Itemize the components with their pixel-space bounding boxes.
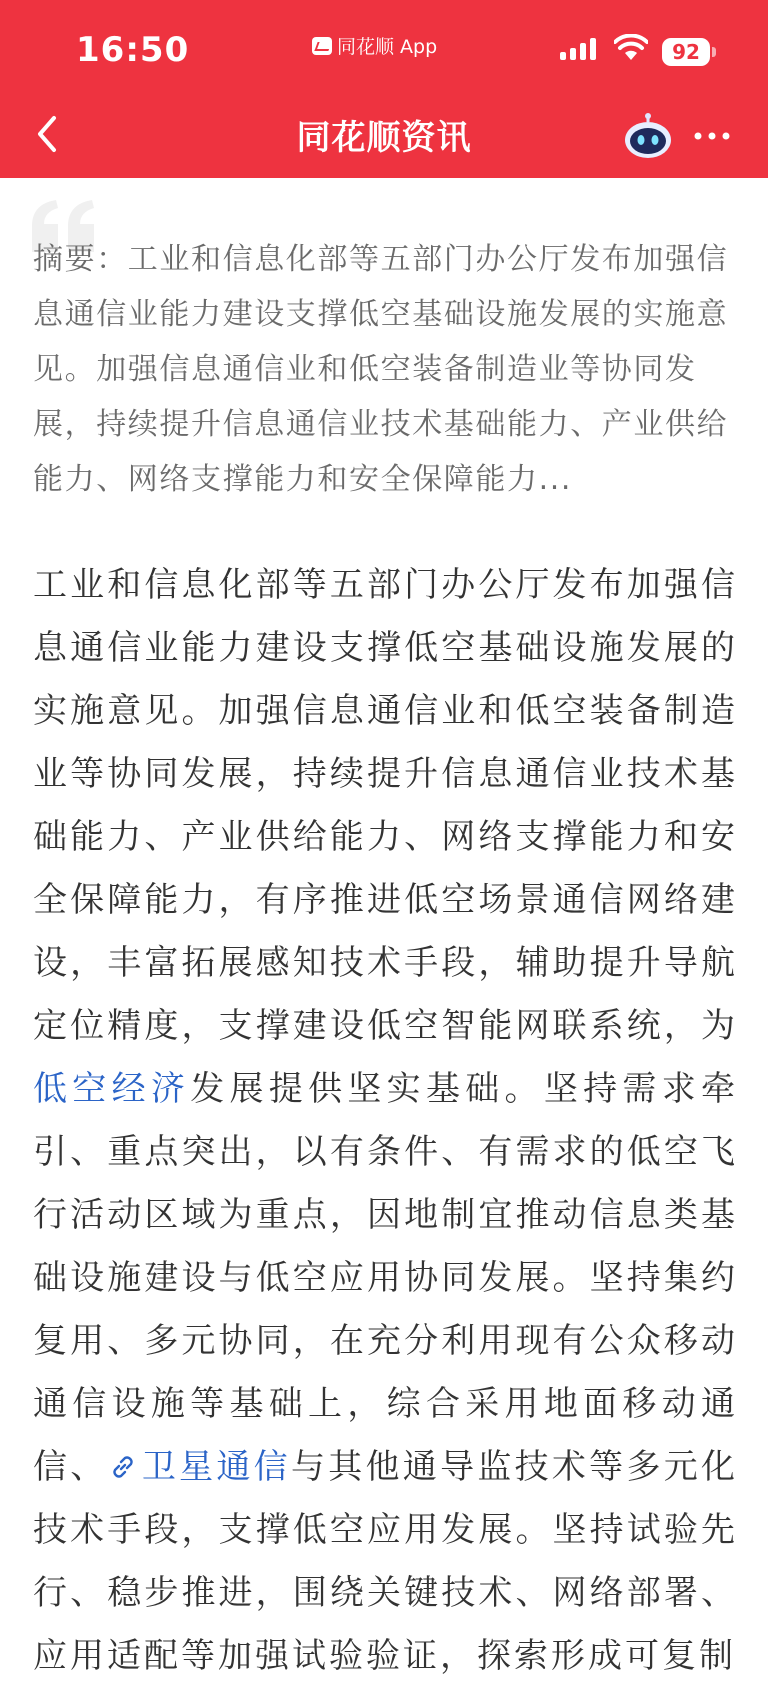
status-app-indicator[interactable] bbox=[312, 32, 437, 59]
keyword-link-satellite-communication: 卫星通信 bbox=[141, 1447, 291, 1487]
keyword-link-low-altitude-economy[interactable]: 低空经济 bbox=[33, 1069, 191, 1109]
article-body bbox=[33, 554, 738, 1688]
link-anchor[interactable] bbox=[108, 1447, 291, 1487]
article-body-text: 发展提供坚实基础。坚持需求牵引、重点突出，以有条件、有需求的低空飞行活动区域为重点，因地制宜推动信息类基础设施建设与低空应用协同发展。坚持集约复用、多元协同，在充分利用现有公众移动通信设施等基础上，综合采用地面移动通信、 bbox=[33, 1069, 739, 1487]
wifi-icon bbox=[614, 34, 648, 62]
battery-tip bbox=[712, 47, 716, 57]
link-icon bbox=[108, 1452, 138, 1482]
battery-indicator: 92 bbox=[662, 38, 710, 66]
page-title: 同花顺资讯 bbox=[296, 118, 472, 158]
cellular-signal-icon bbox=[560, 38, 596, 60]
app-logo-icon bbox=[312, 37, 332, 55]
status-time: 16:50 bbox=[76, 30, 190, 70]
more-dots-icon[interactable] bbox=[692, 126, 732, 146]
header-bar bbox=[0, 0, 768, 178]
status-app-name: 同花顺 App bbox=[337, 36, 438, 58]
article-body-text: 与其他通导监技术等多元化技术手段，支撑低空应用发展。坚持试验先行、稳步推进，围绕关键技术、网络部署、应用适配等加强试验验证，探索形成可复制 bbox=[33, 1447, 739, 1676]
robot-icon[interactable] bbox=[622, 112, 674, 160]
article-summary: 摘要：工业和信息化部等五部门办公厅发布加强信息通信业能力建设支撑低空基础设施发展的实施意见。加强信息通信业和低空装备制造业等协同发展，持续提升信息通信业技术基础能力、产业供给能力、网络支撑能力和安全保障能力... bbox=[33, 242, 729, 497]
article-body-text: 工业和信息化部等五部门办公厅发布加强信息通信业能力建设支撑低空基础设施发展的实施意见。加强信息通信业和低空装备制造业等协同发展，持续提升信息通信业技术基础能力、产业供给能力、网络支撑能力和安全保障能力，有序推进低空场景通信网络建设，丰富拓展感知技术手段，辅助提升导航定位精度，支撑建设低空智能网联系统，为 bbox=[33, 565, 738, 1046]
